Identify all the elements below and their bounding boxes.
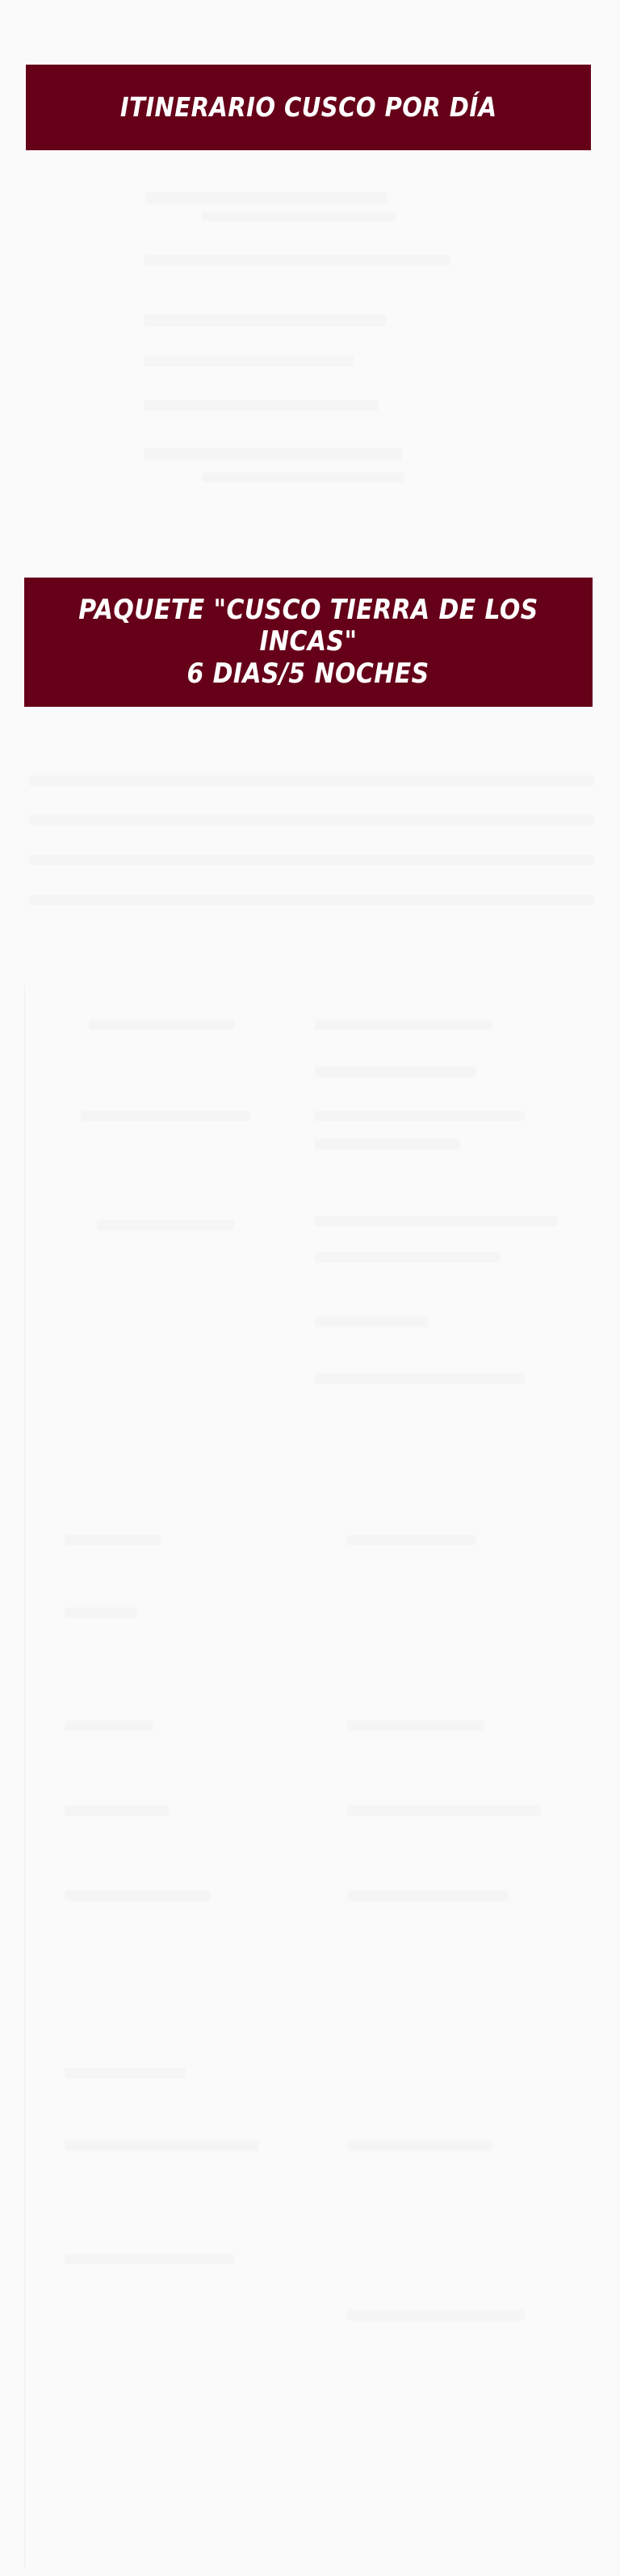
package-title-line-1: PAQUETE "CUSCO TIERRA DE LOS INCAS" bbox=[78, 594, 538, 658]
package-title-line-2: 6 DIAS/5 NOCHES bbox=[186, 657, 430, 690]
itinerary-title: ITINERARIO CUSCO POR DÍA bbox=[119, 91, 497, 124]
package-title-banner bbox=[24, 578, 593, 707]
itinerary-title-banner bbox=[26, 65, 591, 150]
